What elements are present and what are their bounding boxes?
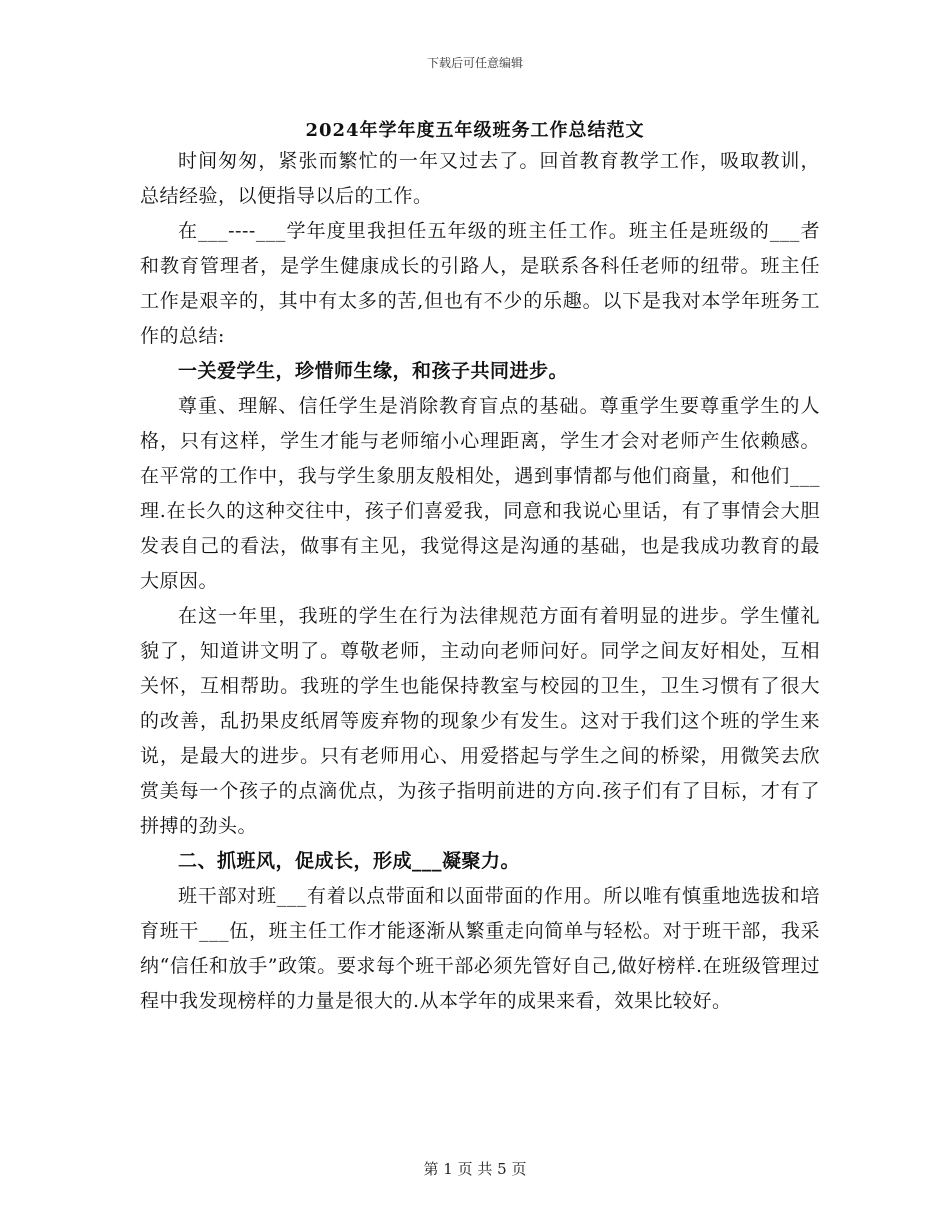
document-title: 2024年学年度五年级班务工作总结范文 <box>305 120 645 141</box>
page-number: 第 1 页 共 5 页 <box>423 1160 527 1178</box>
paragraph-intro: 时间匆匆，紧张而繁忙的一年又过去了。回首教育教学工作，吸取教训，总结经验，以便指导以后的工作。 <box>140 150 820 207</box>
header-note: 下载后可任意编辑 <box>426 56 523 70</box>
document-body <box>140 144 820 1019</box>
section-heading-1: 一关爱学生，珍惜师生缘，和孩子共同进步。 <box>178 360 569 382</box>
section-heading-2: 二、抓班风，促成长，形成___凝聚力。 <box>178 850 521 872</box>
paragraph-role: 在___----___学年度里我担任五年级的班主任工作。班主任是班级的___者和教育管理者，是学生健康成长的引路人，是联系各科任老师的纽带。班主任工作是艰辛的，其中有太多的苦,但也有不少的乐趣。以下是我对本学年班务工作的总结: <box>140 220 820 347</box>
paragraph-respect: 尊重、理解、信任学生是消除教育盲点的基础。尊重学生要尊重学生的人格，只有这样，学生才能与老师缩小心理距离，学生才会对老师产生依赖感。在平常的工作中，我与学生象朋友般相处，遇到事情都与他们商量，和他们___理.在长久的这种交往中，孩子们喜爱我，同意和我说心里话，有了事情会大胆发表自己的看法，做事有主见，我觉得这是沟通的基础，也是我成功教育的最大原因。 <box>140 395 820 592</box>
paragraph-class-cadres: 班干部对班___有着以点带面和以面带面的作用。所以唯有慎重地选拔和培育班干___伍，班主任工作才能逐渐从繁重走向简单与轻松。对于班干部，我采纳“信任和放手”政策。要求每个班干部必须先管好自己,做好榜样.在班级管理过程中我发现榜样的力量是很大的.从本学年的成果来看，效果比较好。 <box>140 885 820 1012</box>
paragraph-progress: 在这一年里，我班的学生在行为法律规范方面有着明显的进步。学生懂礼貌了，知道讲文明了。尊敬老师，主动向老师问好。同学之间友好相处，互相关怀，互相帮助。我班的学生也能保持教室与校园的卫生，卫生习惯有了很大的改善，乱扔果皮纸屑等废弃物的现象少有发生。这对于我们这个班的学生来说，是最大的进步。只有老师用心、用爱搭起与学生之间的桥梁，用微笑去欣赏美每一个孩子的点滴优点，为孩子指明前进的方向.孩子们有了目标，才有了拼搏的劲头。 <box>140 605 820 837</box>
